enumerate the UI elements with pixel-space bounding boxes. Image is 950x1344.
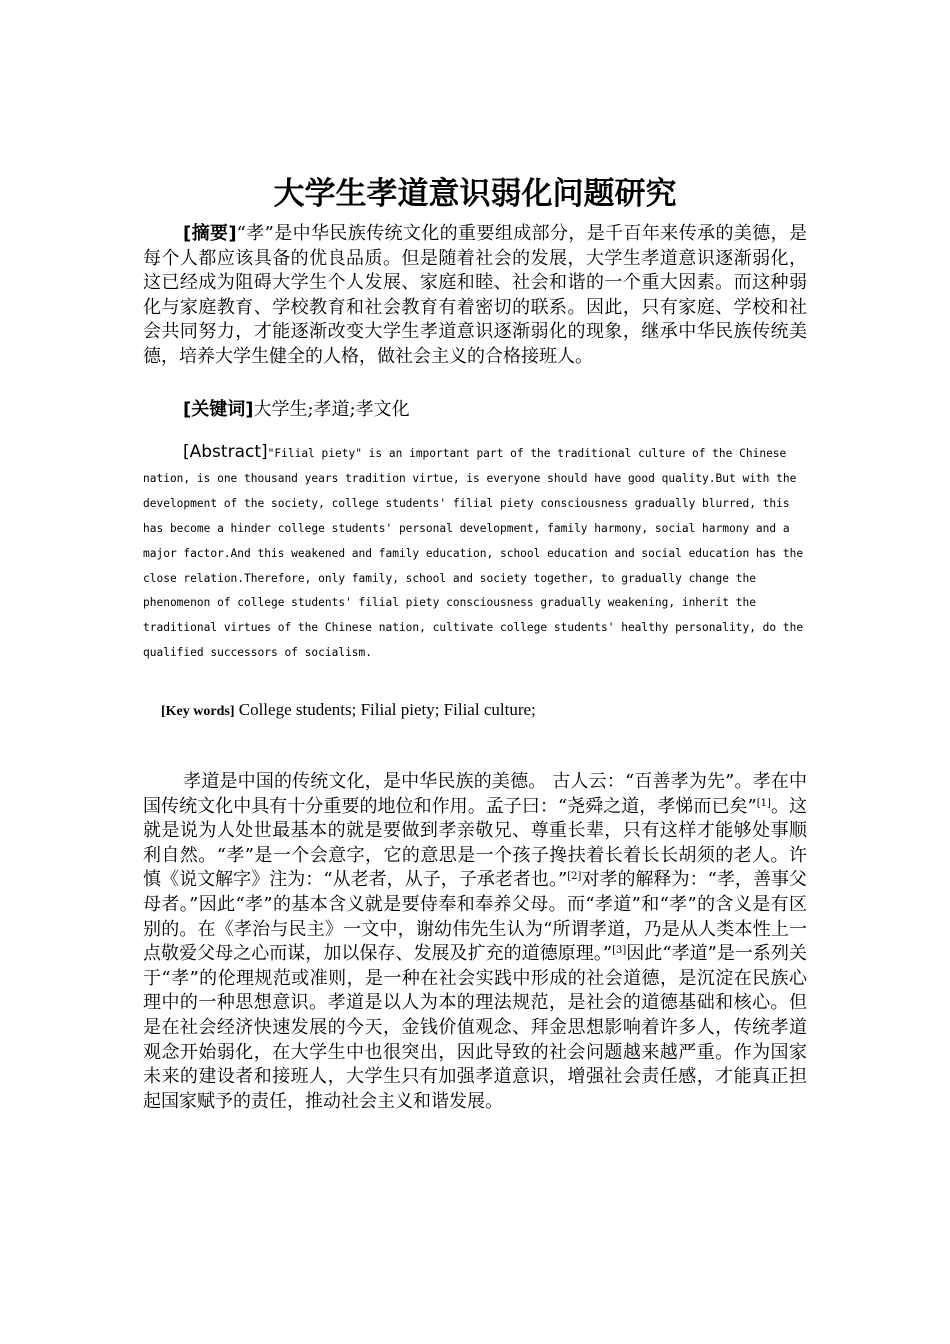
body-text-part-2: 。这就是说为人处世最基本的就是要做到孝亲敬兄、尊重长辈，只有这样才能够处事顺利自然。“孝”是一个会意字，它的意思是一个孩子搀扶着长着长长胡须的老人。许慎《说文解字》注为：“从老者，从子，子承老者也。” (143, 795, 808, 891)
chinese-abstract (143, 222, 807, 369)
chinese-keywords-label: [关键词] (183, 399, 254, 420)
english-abstract-text: "Filial piety" is an important part of the traditional culture of the Chinese nation, is one thousand years tradition virtue, is everyone should have good quality.But with the development of the society, college students' filial piety consciousness gradually blurred, this has become a hinder college students' personal development, family harmony, social harmony and a major factor.And this weakened and family education, school education and social education has the close relation.Therefore, only family, school and society together, to gradually change the phenomenon of college students' filial piety consciousness gradually weakening, inherit the traditional virtues of the Chinese nation, cultivate college students' healthy personality, do the qualified successors of socialism. (143, 447, 804, 660)
citation-1: [1] (756, 797, 771, 809)
english-abstract (143, 440, 807, 666)
english-keywords-text: College students; Filial piety; Filial culture; (238, 700, 536, 719)
body-text-part-3: 对孝的解释为：“孝，善事父母者。”因此“孝”的基本含义就是要侍奉和奉养父母。而“孝道”和“孝”的含义是有区别的。在《孝治与民主》一文中，谢幼伟先生认为“所谓孝道，乃是从人类本性上一点敬爱父母之心而谋，加以保存、发展及扩充的道德原理。” (143, 869, 808, 965)
body-paragraph (143, 770, 807, 1114)
english-keywords (161, 698, 536, 724)
chinese-keywords-text: 大学生;孝道;孝文化 (253, 399, 410, 420)
english-abstract-label: [Abstract] (183, 442, 268, 462)
body-text-part-1: 孝道是中国的传统文化，是中华民族的美德。 古人云：“百善孝为先”。孝在中国传统文化中具有十分重要的地位和作用。孟子曰：“尧舜之道，孝悌而已矣” (143, 771, 807, 817)
chinese-abstract-label: [摘要] (183, 223, 237, 244)
english-keywords-label: [Key words] (161, 704, 235, 719)
citation-2: [2] (567, 871, 582, 883)
chinese-abstract-text: “孝”是中华民族传统文化的重要组成部分，是千百年来传承的美德，是每个人都应该具备的优良品质。但是随着社会的发展，大学生孝道意识逐渐弱化，这已经成为阻碍大学生个人发展、家庭和睦、社会和谐的一个重大因素。而这种弱化与家庭教育、学校教育和社会教育有着密切的联系。因此，只有家庭、学校和社会共同努力，才能逐渐改变大学生孝道意识逐渐弱化的现象，继承中华民族传统美德，培养大学生健全的人格，做社会主义的合格接班人。 (143, 223, 808, 367)
body-text-part-4: 因此“孝道”是一系列关于“孝”的伦理规范或准则，是一种在社会实践中形成的社会道德，是沉淀在民族心理中的一种思想意识。孝道是以人为本的理法规范，是社会的道德基础和核心。但是在社会经济快速发展的今天，金钱价值观念、拜金思想影响着许多人，传统孝道观念开始弱化，在大学生中也很突出，因此导致的社会问题越来越严重。作为国家未来的建设者和接班人，大学生只有加强孝道意识，增强社会责任感，才能真正担起国家赋予的责任，推动社会主义和谐发展。 (143, 943, 808, 1112)
citation-3: [3] (612, 945, 627, 957)
chinese-keywords (183, 397, 410, 423)
paper-title: 大学生孝道意识弱化问题研究 (273, 176, 677, 212)
